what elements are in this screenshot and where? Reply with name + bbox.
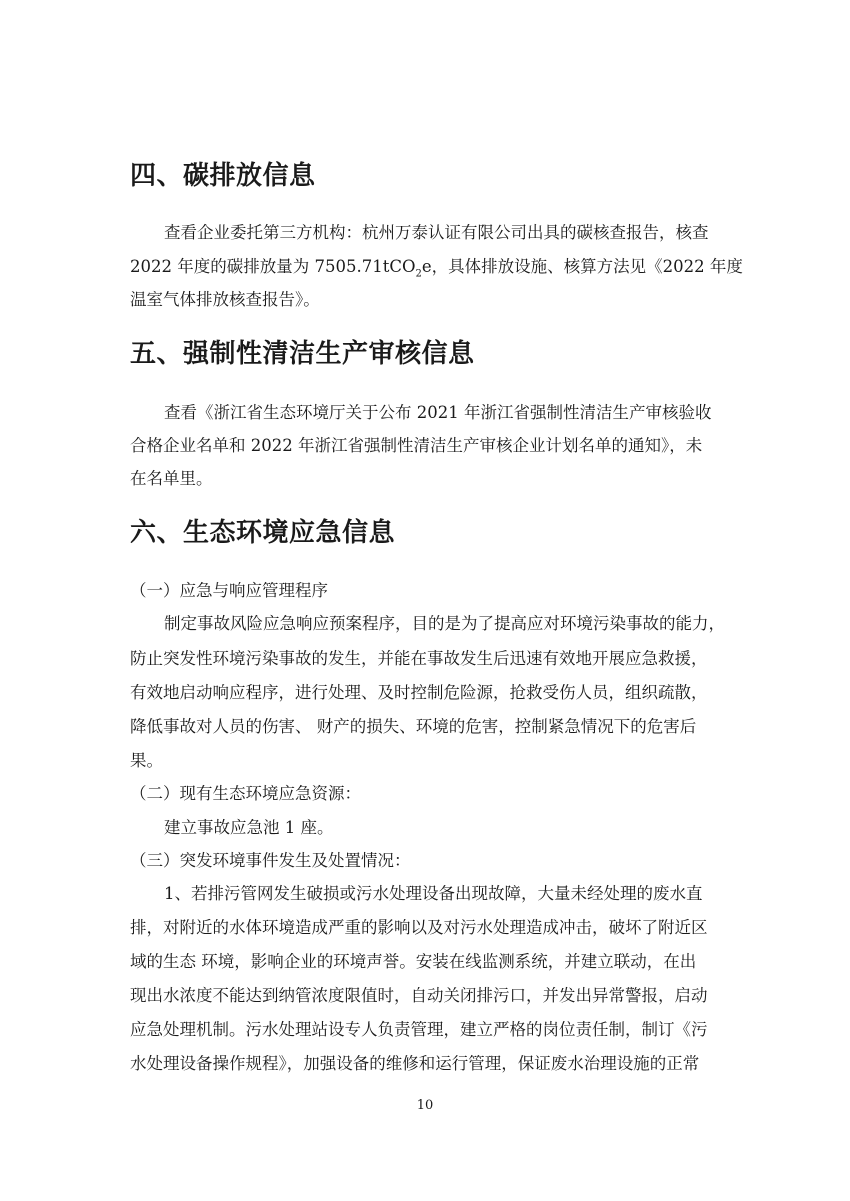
page-number: 10 xyxy=(416,1098,434,1113)
paragraph-line: 在名单里。 xyxy=(130,469,213,488)
subscript-text: 2 xyxy=(415,268,422,280)
paragraph-line: 应急处理机制。污水处理站设专人负责管理，建立严格的岗位责任制，制订《污 xyxy=(130,1020,708,1039)
text-run: e，具体排放设施、核算方法见《2022 年度 xyxy=(421,257,743,276)
paragraph-line: 防止突发性环境污染事故的发生，并能在事故发生后迅速有效地开展应急救援， xyxy=(130,649,708,668)
section-heading-clean-production: 五、强制性清洁生产审核信息 xyxy=(130,339,475,369)
subsection-title: （二）现有生态环境应急资源： xyxy=(130,784,361,803)
subsection-title: （一）应急与响应管理程序 xyxy=(130,581,328,600)
paragraph-line: 制定事故风险应急响应预案程序，目的是为了提高应对环境污染事故的能力， xyxy=(164,614,725,633)
paragraph-line: 有效地启动响应程序，进行处理、及时控制危险源，抢救受伤人员，组织疏散， xyxy=(130,683,708,702)
paragraph-line: 域的生态 环境，影响企业的环境声誉。安装在线监测系统，并建立联动，在出 xyxy=(130,952,697,971)
paragraph-line: 果。 xyxy=(130,751,163,770)
paragraph-line: 温室气体排放核查报告》。 xyxy=(130,290,320,309)
section-heading-carbon-emission: 四、碳排放信息 xyxy=(130,161,316,191)
paragraph-line: 查看《浙江省生态环境厅关于公布 2021 年浙江省强制性清洁生产审核验收 xyxy=(164,403,712,422)
paragraph-line: 降低事故对人员的伤害、 财产的损失、环境的危害，控制紧急情况下的危害后 xyxy=(130,717,697,736)
paragraph-line: 1、若排污管网发生破损或污水处理设备出现故障，大量未经处理的废水直 xyxy=(164,884,703,903)
paragraph-line: 排，对附近的水体环境造成严重的影响以及对污水处理造成冲击，破坏了附近区 xyxy=(130,918,708,937)
subsection-title: （三）突发环境事件发生及处置情况： xyxy=(130,851,411,870)
paragraph-line: 现出水浓度不能达到纳管浓度限值时，自动关闭排污口，并发出异常警报，启动 xyxy=(130,986,708,1005)
paragraph-line: 合格企业名单和 2022 年浙江省强制性清洁生产审核企业计划名单的通知》，未 xyxy=(130,436,703,455)
paragraph-line: 水处理设备操作规程》，加强设备的维修和运行管理，保证废水治理设施的正常 xyxy=(130,1054,700,1073)
section-heading-emergency: 六、生态环境应急信息 xyxy=(130,518,396,548)
paragraph-line: 查看企业委托第三方机构：杭州万泰认证有限公司出具的碳核查报告，核查 xyxy=(164,223,709,242)
paragraph-line xyxy=(130,256,743,285)
paragraph-line: 建立事故应急池 1 座。 xyxy=(164,818,334,837)
text-run: 2022 年度的碳排放量为 7505.71tCO xyxy=(130,257,416,276)
